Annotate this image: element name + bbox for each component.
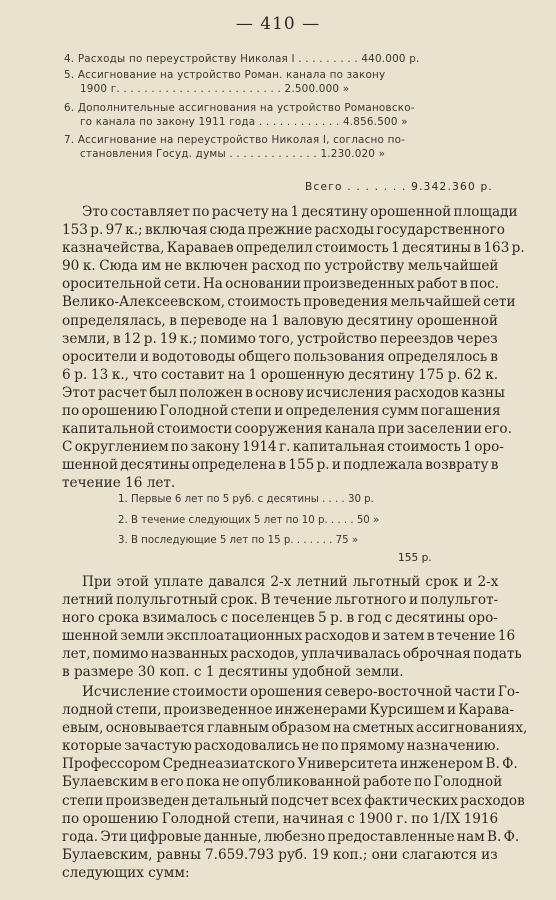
text-line: летний полульготный срок. В течение льготного и полульгот- <box>62 592 499 609</box>
list-item-line: 1900 г. . . . . . . . . . . . . . . . . . . . . . . . 2.500.000 » <box>80 83 350 95</box>
text-line: ного срока взималось с поселенцев 5 р. в год с десятины оро- <box>62 610 498 627</box>
text-line: капитальной стоимости сооружения канала при заселении его. <box>62 421 512 438</box>
list-item <box>64 68 494 101</box>
list-item <box>64 133 494 161</box>
list-item: 2. В течение следующих 5 лет по 10 р. . . . . 50 » <box>118 514 380 526</box>
payments-list <box>118 490 438 552</box>
text-line: Этот расчет был положен в основу исчисления расходов казны <box>62 384 505 401</box>
text-line: 90 к. Сюда им не включен расход по устройству мельчайшей <box>62 258 499 275</box>
text-line: следующих сумм: <box>62 864 190 881</box>
text-line: лет, помимо названных расходов, уплачивалась оброчная подать <box>62 646 522 663</box>
list-item-line: становления Госуд. думы . . . . . . . . . . . . . 1.230.020 » <box>80 148 386 160</box>
list-item-line: 5. Ассигнование на устройство Роман. канала по закону <box>64 69 386 81</box>
expenses-list <box>64 52 494 161</box>
list-item: 1. Первые 6 лет по 5 руб. с десятины . . . . 30 р. <box>118 494 374 505</box>
text-line: При этой уплате давался 2-х летний льготный срок и 2-х <box>82 574 499 590</box>
text-line: степи произведен детальный подсчет всех фактических расходов <box>62 792 525 809</box>
text-line: лодной степи, произведенное инженерами Курсишем и Карава- <box>62 702 515 719</box>
list-item-line: 4. Расходы по переустройству Николая I . . . . . . . . . 440.000 р. <box>64 53 420 65</box>
list-item-line: 7. Ассигнование на переустройство Николая I, согласно по- <box>64 134 406 146</box>
text-line: С округлением по закону 1914 г. капитальная стоимость 1 оро- <box>62 439 504 456</box>
paragraph-2 <box>62 573 522 682</box>
text-line: оросители и водотоводы общего пользования определялось в <box>62 348 498 365</box>
text-line: евым, основывается главным образом на сметных ассигнованиях, <box>62 720 528 737</box>
text-line: Исчисление стоимости орошения северо-восточной части Го- <box>82 684 520 700</box>
text-line: оросительной сети. На основании произведенных работ в пос. <box>62 276 500 293</box>
text-line: шенной десятины определена в 155 р. и подлежала возврату в <box>62 457 499 474</box>
text-line: по орошению Голодной степи и определения сумм погашения <box>62 403 501 420</box>
text-line: определялась, в переводе на 1 валовую десятину орошенной <box>62 312 498 329</box>
text-line: Булаевским, равны 7.659.793 руб. 19 коп.; они слагаются из <box>62 846 498 863</box>
list-item: 3. В последующие 5 лет по 15 р. . . . . . . 75 » <box>118 535 359 546</box>
text-line: 153 р. 97 к.; включая сюда прежние расходы государственного <box>62 222 505 239</box>
list-item <box>64 101 494 133</box>
paragraph-3 <box>62 683 528 882</box>
text-line: которые зачастую расходовались не по прямому назначению. <box>62 738 500 755</box>
text-line: 6 р. 13 к., что составит на 1 орошенную десятину 175 р. 62 к. <box>62 366 499 383</box>
list-item-line: 6. Дополнительные ассигнования на устройство Романовско- <box>64 102 415 114</box>
page-number: — 410 — <box>235 14 321 34</box>
text-line: земли, в 12 р. 19 к.; помимо того, устройство переездов через <box>62 330 498 347</box>
list-item <box>64 52 494 68</box>
expenses-total: Всего . . . . . . . 9.342.360 р. <box>305 181 493 193</box>
paragraph-1 <box>62 203 525 493</box>
text-line: казначейства, Караваев определил стоимость 1 десятины в 163 р. <box>62 240 525 257</box>
text-line: Булаевским в его пока не опубликованной работе по Голодной <box>62 774 503 791</box>
text-line: Профессором Среднеазиатского Университета инженером В. Ф. <box>62 756 518 773</box>
text-line: в размере 30 коп. с 1 десятины удобной земли. <box>62 664 404 681</box>
text-line: по орошению Голодной степи, начиная с 1900 г. по 1/IX 1916 <box>62 810 499 827</box>
text-line: Велико-Алексеевском, стоимость проведения мельчайшей сети <box>62 294 516 311</box>
text-line: года. Эти цифровые данные, любезно предоставленные нам В. Ф. <box>62 828 520 845</box>
payments-total: 155 р. <box>398 552 432 564</box>
list-item-line: го канала по закону 1911 года . . . . . . . . . . . . 4.856.500 » <box>80 116 408 128</box>
text-line: шенной земли эксплоатационных расходов и затем в течение 16 <box>62 628 516 645</box>
text-line: течение 16 лет. <box>62 475 176 492</box>
text-line: Это составляет по расчету на 1 десятину орошенной площади <box>82 204 518 220</box>
